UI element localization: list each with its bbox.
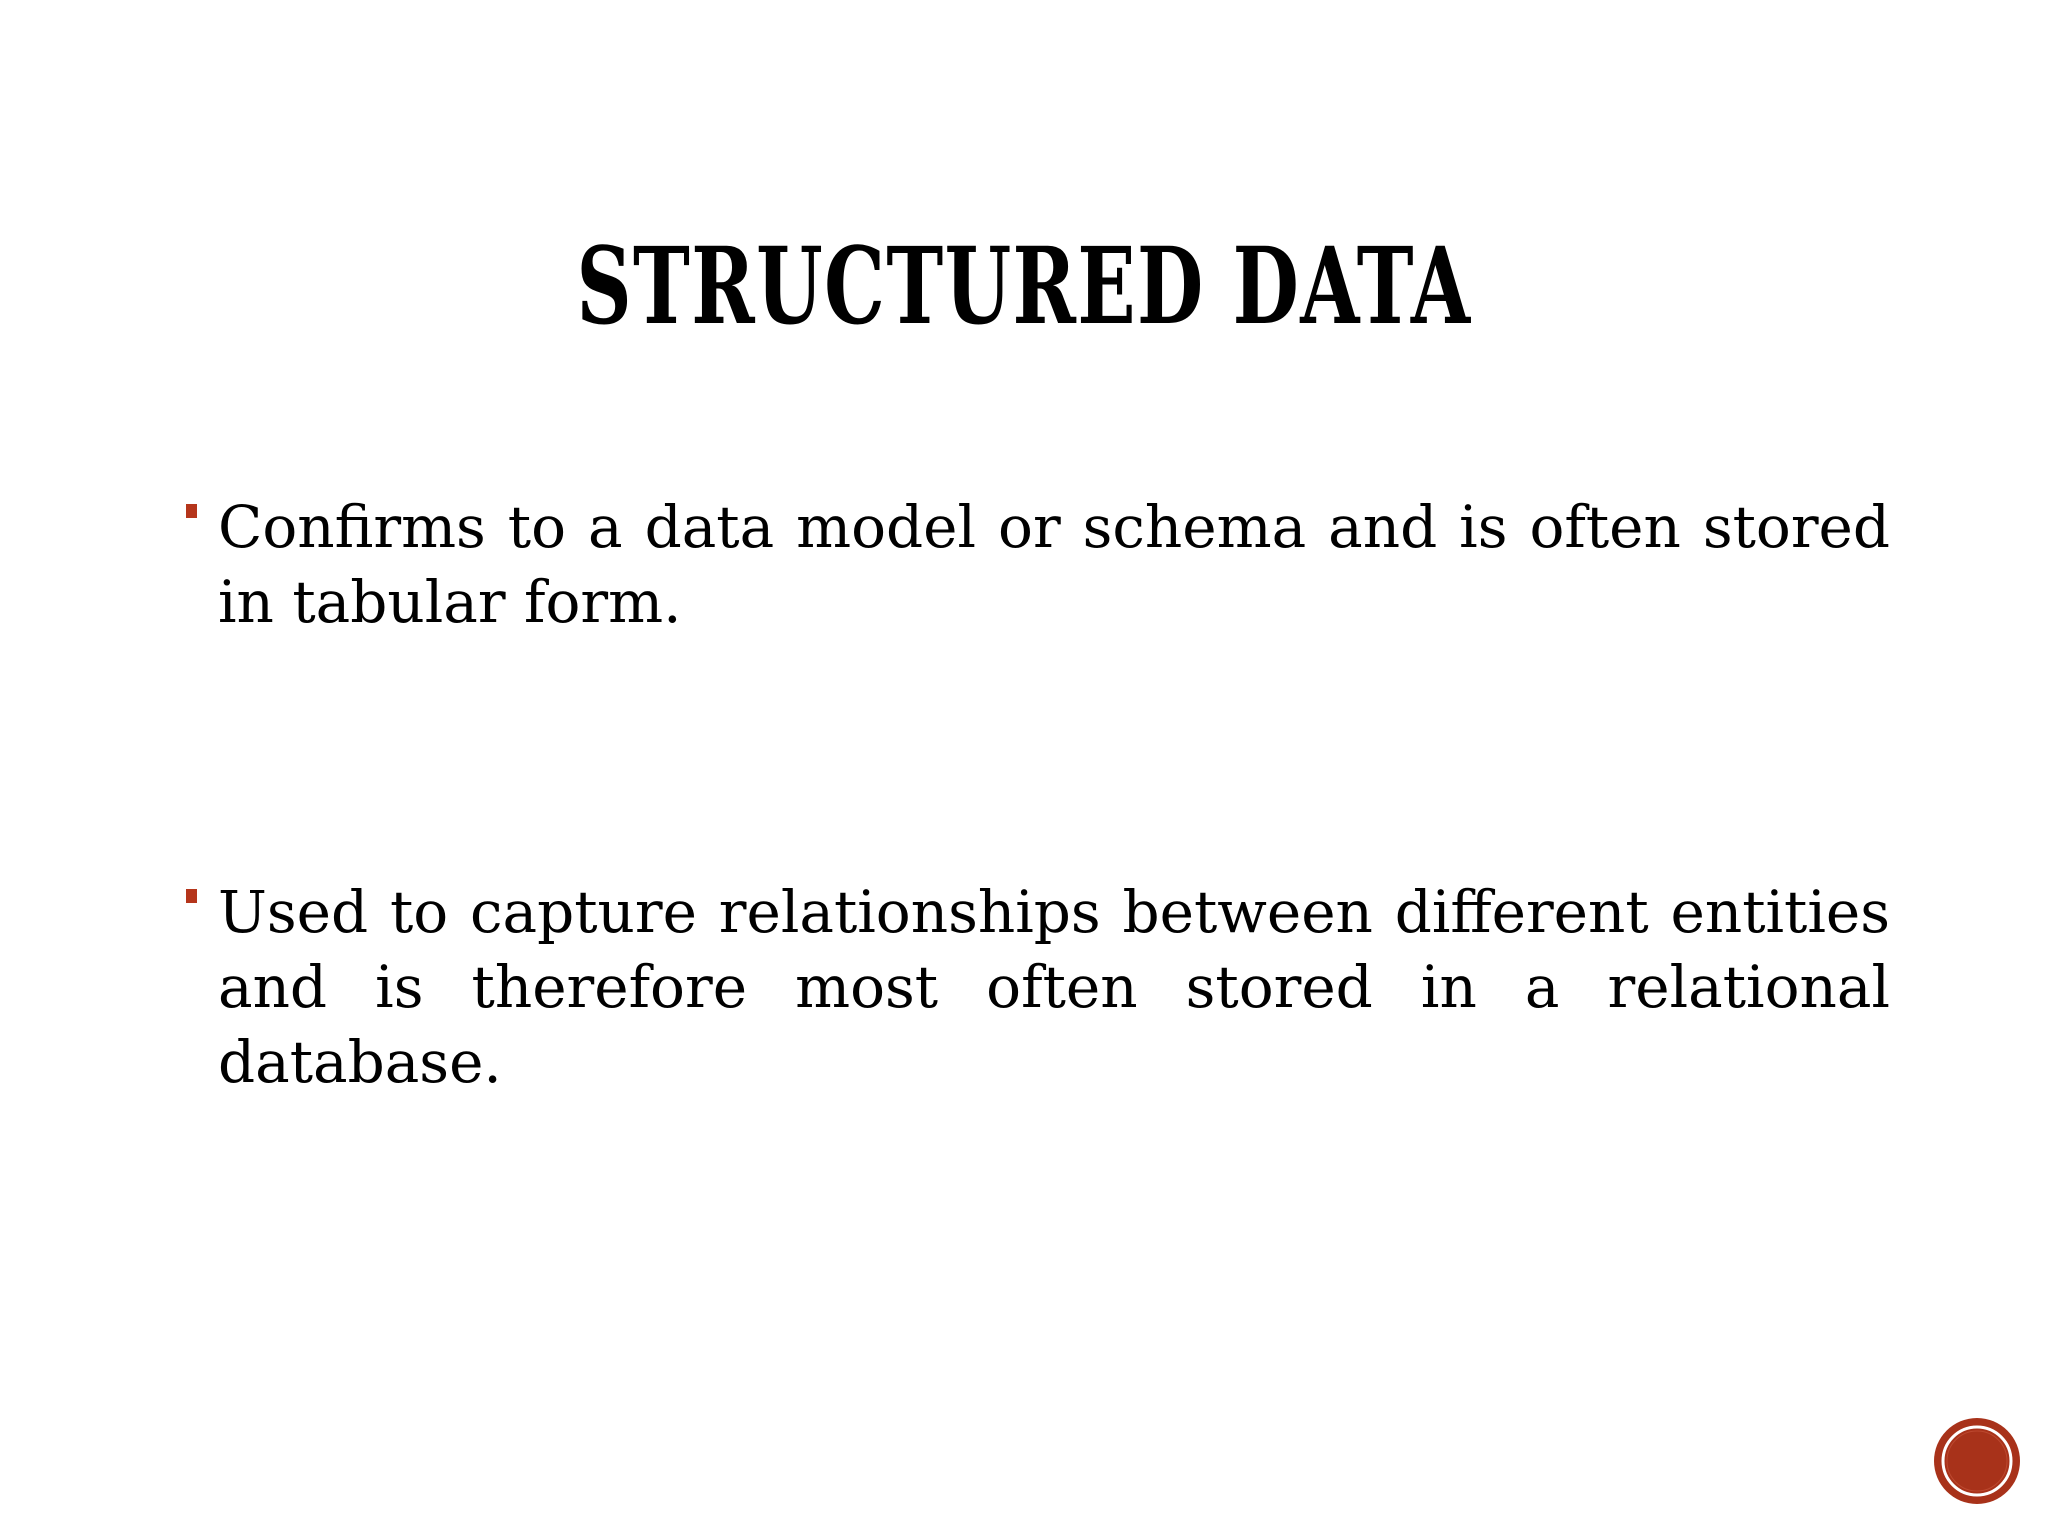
bullet-item-1 [180, 490, 1890, 640]
square-bullet-icon [186, 504, 197, 518]
slide-title: STRUCTURED DATA [576, 223, 1472, 348]
bullet-item-2 [180, 875, 1890, 1100]
circle-badge-graphic [1934, 1418, 2020, 1504]
circle-badge-icon [1934, 1418, 2020, 1504]
bullet-text-1: Confirms to a data model or schema and is often stored in tabular form. [218, 493, 1890, 636]
bullet-list [180, 490, 1890, 1100]
square-bullet-icon [186, 889, 197, 903]
bullet-text-2: Used to capture relationships between different entities and is therefore most often stored in a relational database. [218, 878, 1890, 1096]
